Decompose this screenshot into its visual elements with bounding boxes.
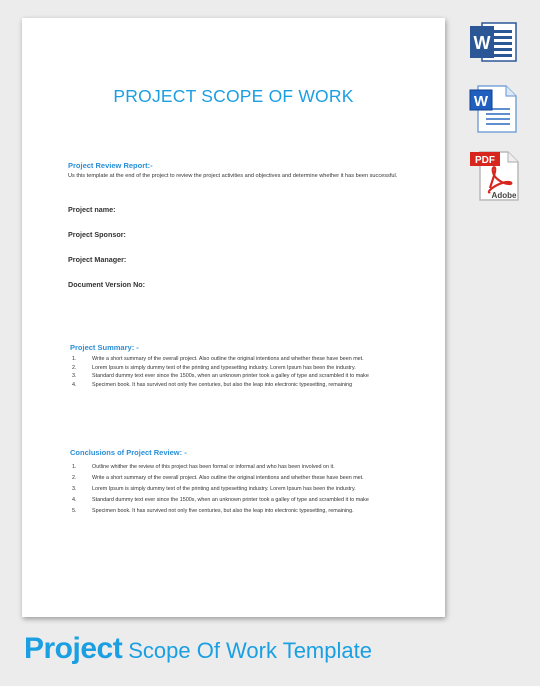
list-item: 2. Write a short summary of the overall project. Also outline the original intentions and whether these have been met. xyxy=(72,475,364,481)
list-item-text: Write a short summary of the overall project. Also outline the original intentions and whether these have been met. xyxy=(92,356,364,362)
field-project-manager: Project Manager: xyxy=(68,255,127,264)
pdf-icon[interactable] xyxy=(468,150,522,202)
word-doc-icon-letter: W xyxy=(473,93,489,110)
list-item-text: Outline whither the review of this project has been formal or informal and who has been involved on it. xyxy=(92,464,335,470)
document-title: PROJECT SCOPE OF WORK xyxy=(113,86,354,106)
word-icon-letter: W xyxy=(473,33,491,53)
pdf-icon-badge: PDF xyxy=(475,155,495,166)
word-doc-icon-graphic xyxy=(468,84,518,134)
conclusions-heading: Conclusions of Project Review: - xyxy=(70,448,187,457)
field-project-sponsor: Project Sponsor: xyxy=(68,230,126,239)
list-item-text: Specimen book. It has survived not only five centuries, but also the leap into electronic typesetting, remaining. xyxy=(92,508,354,514)
review-report-heading: Project Review Report:- xyxy=(68,161,153,170)
list-item-text: Lorem Ipsum is simply dummy text of the printing and typesetting industry. Lorem Ipsum has been the industry. xyxy=(92,486,356,492)
list-item: 1. Outline whither the review of this project has been formal or informal and who has been involved on it. xyxy=(72,464,335,470)
summary-heading: Project Summary: - xyxy=(70,343,139,352)
list-item: 2. Lorem Ipsum is simply dummy text of the printing and typesetting industry. Lorem Ipsum has been the industry. xyxy=(72,364,356,371)
document-page xyxy=(22,18,445,617)
pdf-icon-brand: Adobe xyxy=(491,191,517,200)
list-item: 3. Lorem Ipsum is simply dummy text of the printing and typesetting industry. Lorem Ipsum has been the industry. xyxy=(72,486,356,492)
list-item-text: Standard dummy text ever since the 1500s, when an unknown printer took a galley of type and scrambled it to make xyxy=(92,373,369,380)
caption xyxy=(24,632,372,666)
list-item-text: Standard dummy text ever since the 1500s, when an unknown printer took a galley of type and scrambled it to make xyxy=(92,497,369,503)
list-item-text: Lorem Ipsum is simply dummy text of the printing and typesetting industry. Lorem Ipsum has been the industry. xyxy=(92,364,356,371)
field-project-name: Project name: xyxy=(68,205,116,214)
caption-rest: Scope Of Work Template xyxy=(128,638,372,663)
list-item: 4. Standard dummy text ever since the 1500s, when an unknown printer took a galley of type and scrambled it to make xyxy=(72,497,369,503)
pdf-icon-graphic xyxy=(468,150,522,202)
review-report-intro: Us this template at the end of the project to review the project activities and objectives and determine whether it has been successful. xyxy=(68,173,398,179)
field-document-version: Document Version No: xyxy=(68,280,146,289)
word-icon-graphic xyxy=(468,20,518,64)
conclusions-list xyxy=(72,462,412,517)
list-item: 4. Specimen book. It has survived not only five centuries, but also the leap into electronic typesetting, remaining xyxy=(72,381,353,388)
list-item: 3. Standard dummy text ever since the 1500s, when an unknown printer took a galley of type and scrambled it to make xyxy=(72,373,369,380)
word-icon[interactable] xyxy=(468,20,518,64)
list-item: 1. Write a short summary of the overall project. Also outline the original intentions and whether these have been met. xyxy=(72,356,364,362)
word-doc-icon[interactable] xyxy=(468,84,518,134)
list-item: 5. Specimen book. It has survived not only five centuries, but also the leap into electronic typesetting, remaining. xyxy=(72,508,354,514)
caption-highlight: Project xyxy=(24,632,123,665)
list-item-text: Specimen book. It has survived not only five centuries, but also the leap into electronic typesetting, remaining xyxy=(92,381,353,388)
summary-list xyxy=(72,355,412,389)
list-item-text: Write a short summary of the overall project. Also outline the original intentions and whether these have been met. xyxy=(92,475,364,481)
